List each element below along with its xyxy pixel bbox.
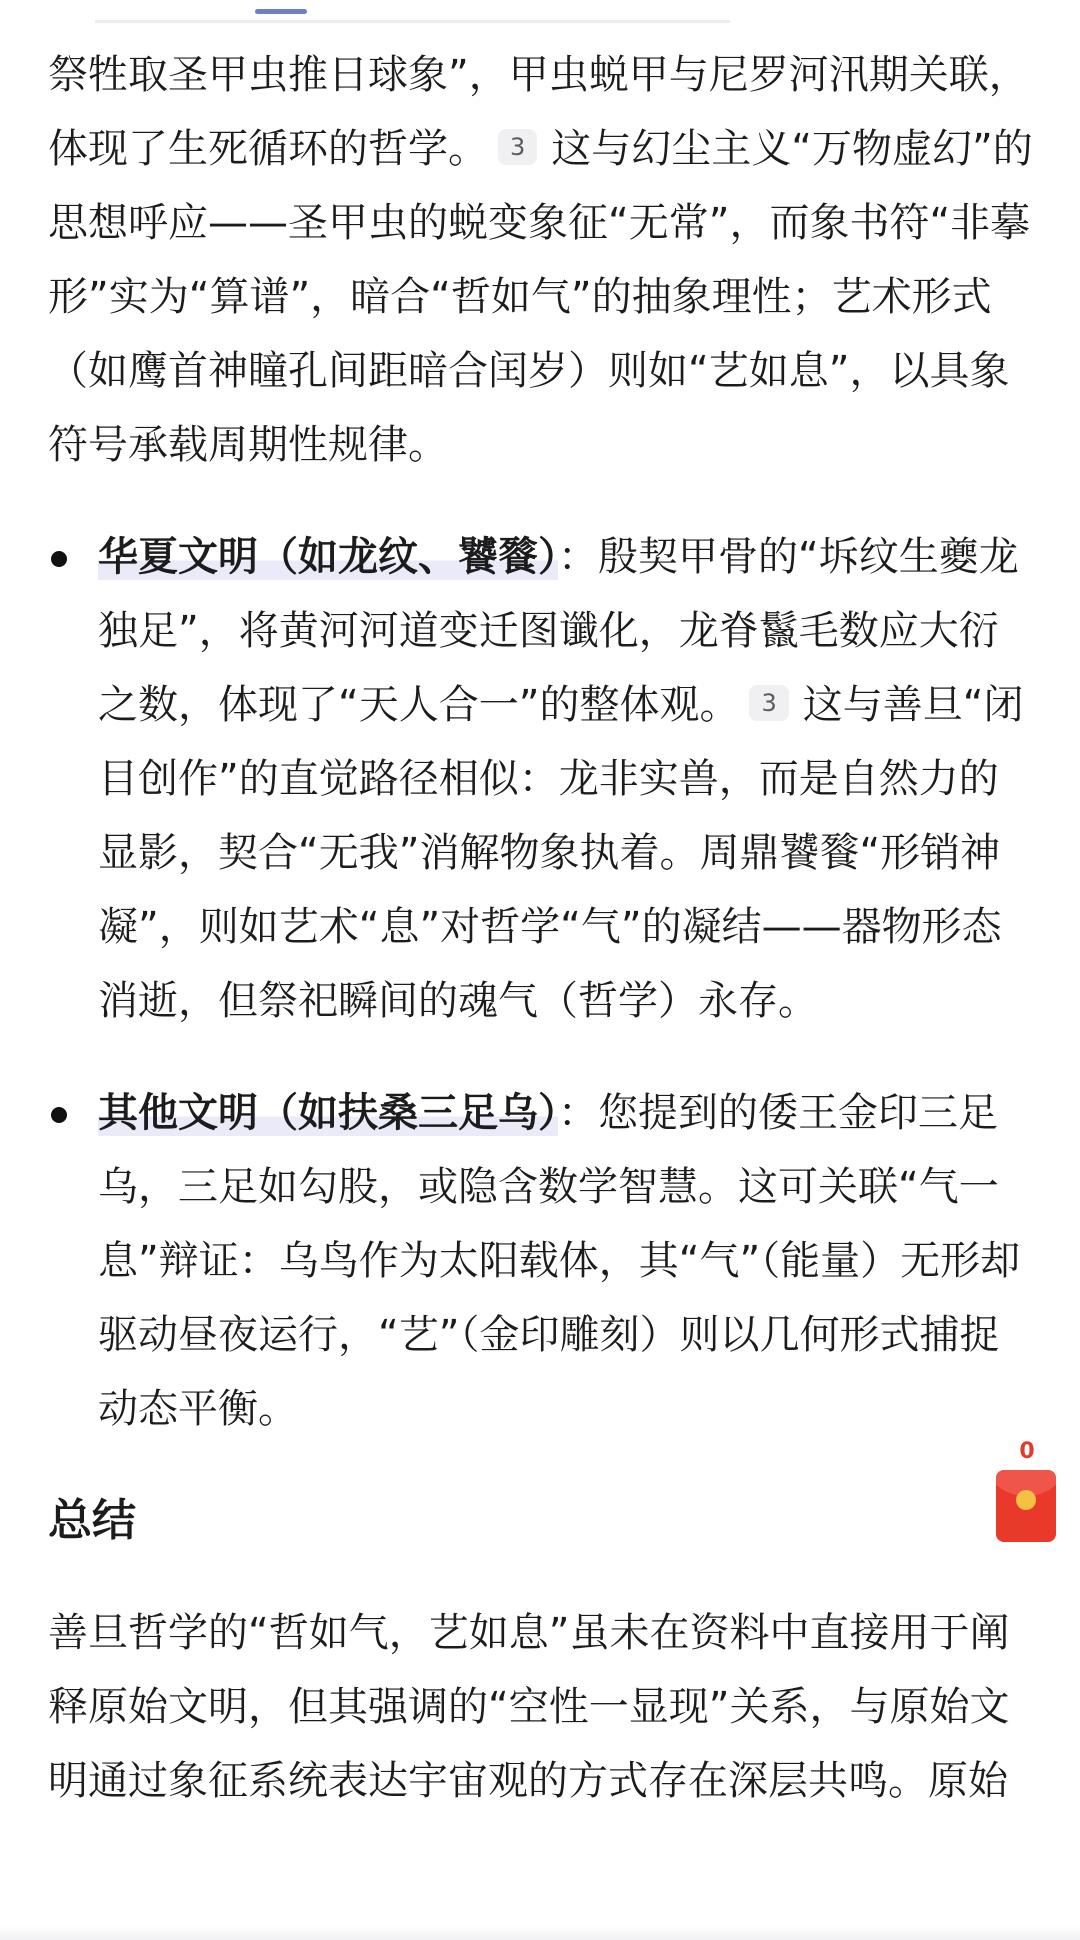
- envelope-seal: [1016, 1490, 1036, 1510]
- citation-badge[interactable]: 3: [749, 685, 788, 721]
- summary-heading: 总结: [48, 1495, 136, 1546]
- red-envelope-icon: [996, 1470, 1056, 1542]
- paragraph-text: 祭牲取圣甲虫推日球象”，甲虫蜕甲与尼罗河汛期关联，体现了生死循环的哲学。: [48, 52, 1029, 172]
- summary-paragraph: 善旦哲学的“哲如气，艺如息”虽未在资料中直接用于阐释原始文明，但其强调的“空性一显现”关系，与原始文明通过象征系统表达宇宙观的方式存在深层共鸣。原始: [48, 1610, 1010, 1804]
- bullet-others: [48, 1076, 1033, 1446]
- bullet-heading: 其他文明（如扶桑三足乌）: [98, 1090, 558, 1136]
- bullet-dot-icon: [51, 1107, 67, 1123]
- paragraph-text: 这与善旦“闭目创作”的直觉路径相似：龙非实兽，而是自然力的显影，契合“无我”消解物象执着。周鼎饕餮“形销神凝”，则如艺术“息”对哲学“气”的凝结——器物形态消逝，但祭祀瞬间的魂气（哲学）永存。: [98, 682, 1024, 1024]
- article-content: [48, 38, 1033, 1818]
- bullet-huaxia: [48, 520, 1033, 1038]
- bullet-dot-icon: [51, 551, 67, 567]
- red-packet-button[interactable]: [996, 1438, 1058, 1542]
- citation-badge[interactable]: 3: [498, 129, 537, 165]
- scroll-indicator: [255, 9, 307, 14]
- red-packet-count: 0: [1019, 1439, 1035, 1464]
- top-divider: [95, 20, 730, 23]
- bullet-heading: 华夏文明（如龙纹、饕餮）: [98, 534, 558, 580]
- paragraph-text: 这与幻尘主义“万物虚幻”的思想呼应——圣甲虫的蜕变象征“无常”，而象书符“非摹形”实为“算谱”，暗合“哲如气”的抽象理性；艺术形式（如鹰首神瞳孔间距暗合闰岁）则如“艺如息”，以具象符号承载周期性规律。: [48, 126, 1033, 468]
- bottom-edge: [0, 1926, 1080, 1940]
- paragraph-egypt: [48, 38, 1033, 482]
- paragraph-text: ：您提到的倭王金印三足乌，三足如勾股，或隐含数学智慧。这可关联“气一息”辩证：乌鸟作为太阳载体，其“气”（能量）无形却驱动昼夜运行，“艺”（金印雕刻）则以几何形式捕捉动态平衡。: [98, 1090, 1021, 1432]
- paragraph-text: ：殷契甲骨的“坼纹生夔龙独足”，将黄河河道变迁图谶化，龙脊鬣毛数应大衍之数，体现了“天人合一”的整体观。: [98, 534, 1019, 728]
